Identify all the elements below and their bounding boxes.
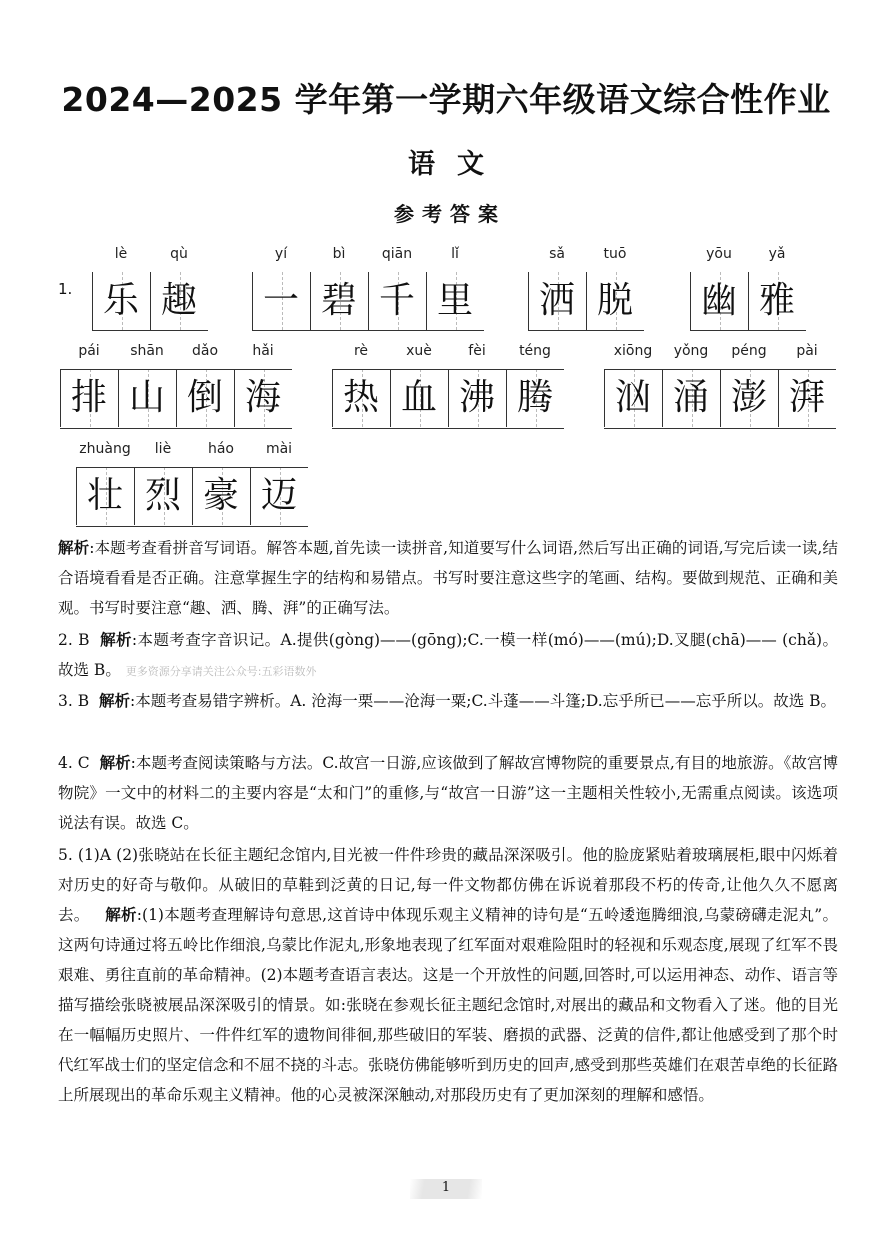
analysis-label: 解析	[58, 539, 90, 557]
char-cell	[60, 343, 118, 427]
q4-text: :本题考查阅读策略与方法。C.故宫一日游,应该做到了解故宫博物院的重要景点,有目的地旅游。《故宫博物院》一文中的材料二的主要内容是“太和门”的重修,与“故宫一日游”这一主题相关性较小,无需重点阅读。该选项说法有误。故选 C。	[58, 754, 838, 832]
document-title: 2024—2025 学年第一学期六年级语文综合性作业	[61, 80, 831, 119]
char-cell	[506, 343, 564, 427]
hanzi-char: 烈	[144, 475, 181, 516]
question-1-number: 1.	[58, 280, 73, 298]
char-cell	[604, 343, 662, 427]
char-cell	[310, 246, 368, 330]
page-number: 1	[441, 1180, 451, 1195]
char-cell	[720, 343, 778, 427]
hanzi-char: 脱	[596, 280, 633, 321]
pinyin-label: shān	[130, 343, 164, 359]
hanzi-char: 排	[70, 377, 107, 418]
char-cell	[176, 343, 234, 427]
pinyin-label: téng	[519, 343, 551, 359]
char-cell	[332, 343, 390, 427]
hanzi-char: 沸	[458, 377, 495, 418]
hanzi-char: 血	[400, 377, 437, 418]
char-cell	[368, 246, 426, 330]
pinyin-label: lǐ	[451, 246, 459, 262]
hanzi-char: 里	[436, 280, 473, 321]
hanzi-char: 涌	[672, 377, 709, 418]
hanzi-char: 洒	[538, 280, 575, 321]
pinyin-label: yōu	[706, 246, 732, 262]
answers-heading: 参考答案	[394, 202, 506, 226]
hanzi-char: 海	[244, 377, 281, 418]
hanzi-char: 乐	[102, 280, 139, 321]
char-cell	[234, 343, 292, 427]
pinyin-label: dǎo	[191, 343, 219, 359]
hanzi-char: 湃	[788, 377, 825, 418]
hanzi-char: 幽	[700, 280, 737, 321]
q1-analysis	[58, 533, 838, 623]
word-4	[60, 343, 292, 427]
char-cell	[92, 246, 150, 330]
q5-analysis-label: 解析	[105, 906, 137, 924]
q2-analysis-label: 解析	[100, 631, 132, 649]
q3-head: 3. B	[58, 692, 90, 710]
hanzi-char: 趣	[160, 280, 197, 321]
char-cell	[662, 343, 720, 427]
word-2	[528, 246, 644, 330]
q4-head: 4. C	[58, 754, 90, 772]
char-cell	[426, 246, 484, 330]
char-cell	[690, 246, 748, 330]
hanzi-char: 山	[128, 377, 165, 418]
pinyin-label: yǒng	[673, 343, 709, 359]
q5-text: :(1)本题考查理解诗句意思,这首诗中体现乐观主义精神的诗句是“五岭逶迤腾细浪,乌蒙磅礴走泥丸”。这两句诗通过将五岭比作细浪,乌蒙比作泥丸,形象地表现了红军面对艰难险阻时的轻视和乐观态度,展现了红军不畏艰难、勇往直前的革命精神。(2)本题考查语言表达。这是一个开放性的问题,回答时,可以运用神态、动作、语言等描写描绘张晓被展品深深吸引的情景。如:张晓在参观长征主题纪念馆时,对展出的藏品和文物看入了迷。他的目光在一幅幅历史照片、一件件红军的遗物间徘徊,那些破旧的军装、磨损的武器、泛黄的信件,都让他感受到了那个时代红军战士们的坚定信念和不屈不挠的斗志。张晓仿佛能够听到历史的回声,感受到那些英雄们在艰苦卓绝的长征路上所展现出的革命乐观主义精神。他的心灵被深深触动,对那段历史有了更加深刻的理解和感悟。	[58, 906, 838, 1104]
pinyin-label: pài	[796, 343, 818, 359]
word-7	[76, 441, 308, 525]
char-cell	[778, 343, 836, 427]
pinyin-label: rè	[353, 343, 369, 359]
hanzi-char: 雅	[758, 280, 795, 321]
char-cell	[390, 343, 448, 427]
char-cell	[76, 441, 134, 525]
hanzi-char: 倒	[186, 377, 223, 418]
q4-answer	[58, 748, 838, 838]
hanzi-char: 腾	[516, 377, 553, 418]
hanzi-char: 豪	[202, 475, 239, 516]
word-1	[252, 246, 484, 330]
pinyin-label: xiōng	[613, 343, 653, 359]
q5-head: 5. (1)A (2)张晓站在长征主题纪念馆内,目光被一件件珍贵的藏品深深吸引。他的脸庞紧贴着玻璃展柜,眼中闪烁着对历史的好奇与敬仰。从破旧的草鞋到泛黄的日记,每一件文物都仿佛在诉说着那段不朽的传奇,让他久久不愿离去。	[58, 846, 838, 924]
pinyin-label: sǎ	[549, 246, 565, 262]
hanzi-char: 一	[262, 280, 299, 321]
word-0	[92, 246, 208, 330]
pinyin-label: péng	[731, 343, 767, 359]
hanzi-char: 迈	[260, 475, 297, 516]
word-3	[690, 246, 806, 330]
char-cell	[528, 246, 586, 330]
char-cell	[448, 343, 506, 427]
char-cell	[252, 246, 310, 330]
pinyin-label: zhuàng	[79, 441, 131, 457]
pinyin-label: qù	[170, 246, 188, 262]
watermark-text: 更多资源分享请关注公众号:五彩语数外	[125, 665, 317, 678]
q3-answer	[58, 686, 838, 716]
pinyin-label: mài	[265, 441, 293, 457]
pinyin-label: bì	[332, 246, 346, 262]
q3-analysis-label: 解析	[98, 692, 130, 710]
hanzi-char: 热	[342, 377, 379, 418]
char-cell	[748, 246, 806, 330]
hanzi-char: 千	[378, 280, 415, 321]
pinyin-label: háo	[207, 441, 235, 457]
pinyin-label: yǎ	[768, 246, 786, 262]
q4-analysis-label: 解析	[99, 754, 131, 772]
pinyin-label: liè	[154, 441, 172, 457]
q2-text: :本题考查字音识记。A.提供(gòng)——(gōng);C.一模一样(mó)——(mú);D.叉腿(chā)—— (chǎ)。故选 B。	[58, 631, 838, 679]
pinyin-label: xuè	[406, 343, 432, 359]
pinyin-label: tuō	[603, 246, 627, 262]
pinyin-label: lè	[114, 246, 128, 262]
pinyin-label: fèi	[468, 343, 486, 359]
hanzi-char: 澎	[730, 377, 767, 418]
word-5	[332, 343, 564, 427]
word-6	[604, 343, 836, 427]
q3-text: :本题考查易错字辨析。A. 沧海一栗——沧海一粟;C.斗蓬——斗篷;D.忘乎所已——忘乎所以。故选 B。	[129, 692, 837, 710]
q2-answer	[58, 625, 838, 687]
char-cell	[192, 441, 250, 525]
char-cell	[586, 246, 644, 330]
q2-head: 2. B	[58, 631, 90, 649]
char-cell	[150, 246, 208, 330]
pinyin-label: pái	[78, 343, 100, 359]
pinyin-label: hǎi	[252, 343, 274, 359]
char-cell	[118, 343, 176, 427]
hanzi-char: 汹	[614, 377, 651, 418]
hanzi-char: 壮	[86, 475, 123, 516]
hanzi-char: 碧	[320, 280, 357, 321]
pinyin-label: qiān	[381, 246, 413, 262]
char-cell	[250, 441, 308, 525]
char-cell	[134, 441, 192, 525]
subject-title: 语文	[408, 149, 506, 180]
pinyin-label: yí	[274, 246, 288, 262]
q1-analysis-text: :本题考查看拼音写词语。解答本题,首先读一读拼音,知道要写什么词语,然后写出正确的词语,写完后读一读,结合语境看看是否正确。注意掌握生字的结构和易错点。书写时要注意这些字的笔画、结构。要做到规范、正确和美观。书写时要注意“趣、洒、腾、湃”的正确写法。	[58, 539, 838, 617]
q5-answer	[58, 840, 838, 1110]
